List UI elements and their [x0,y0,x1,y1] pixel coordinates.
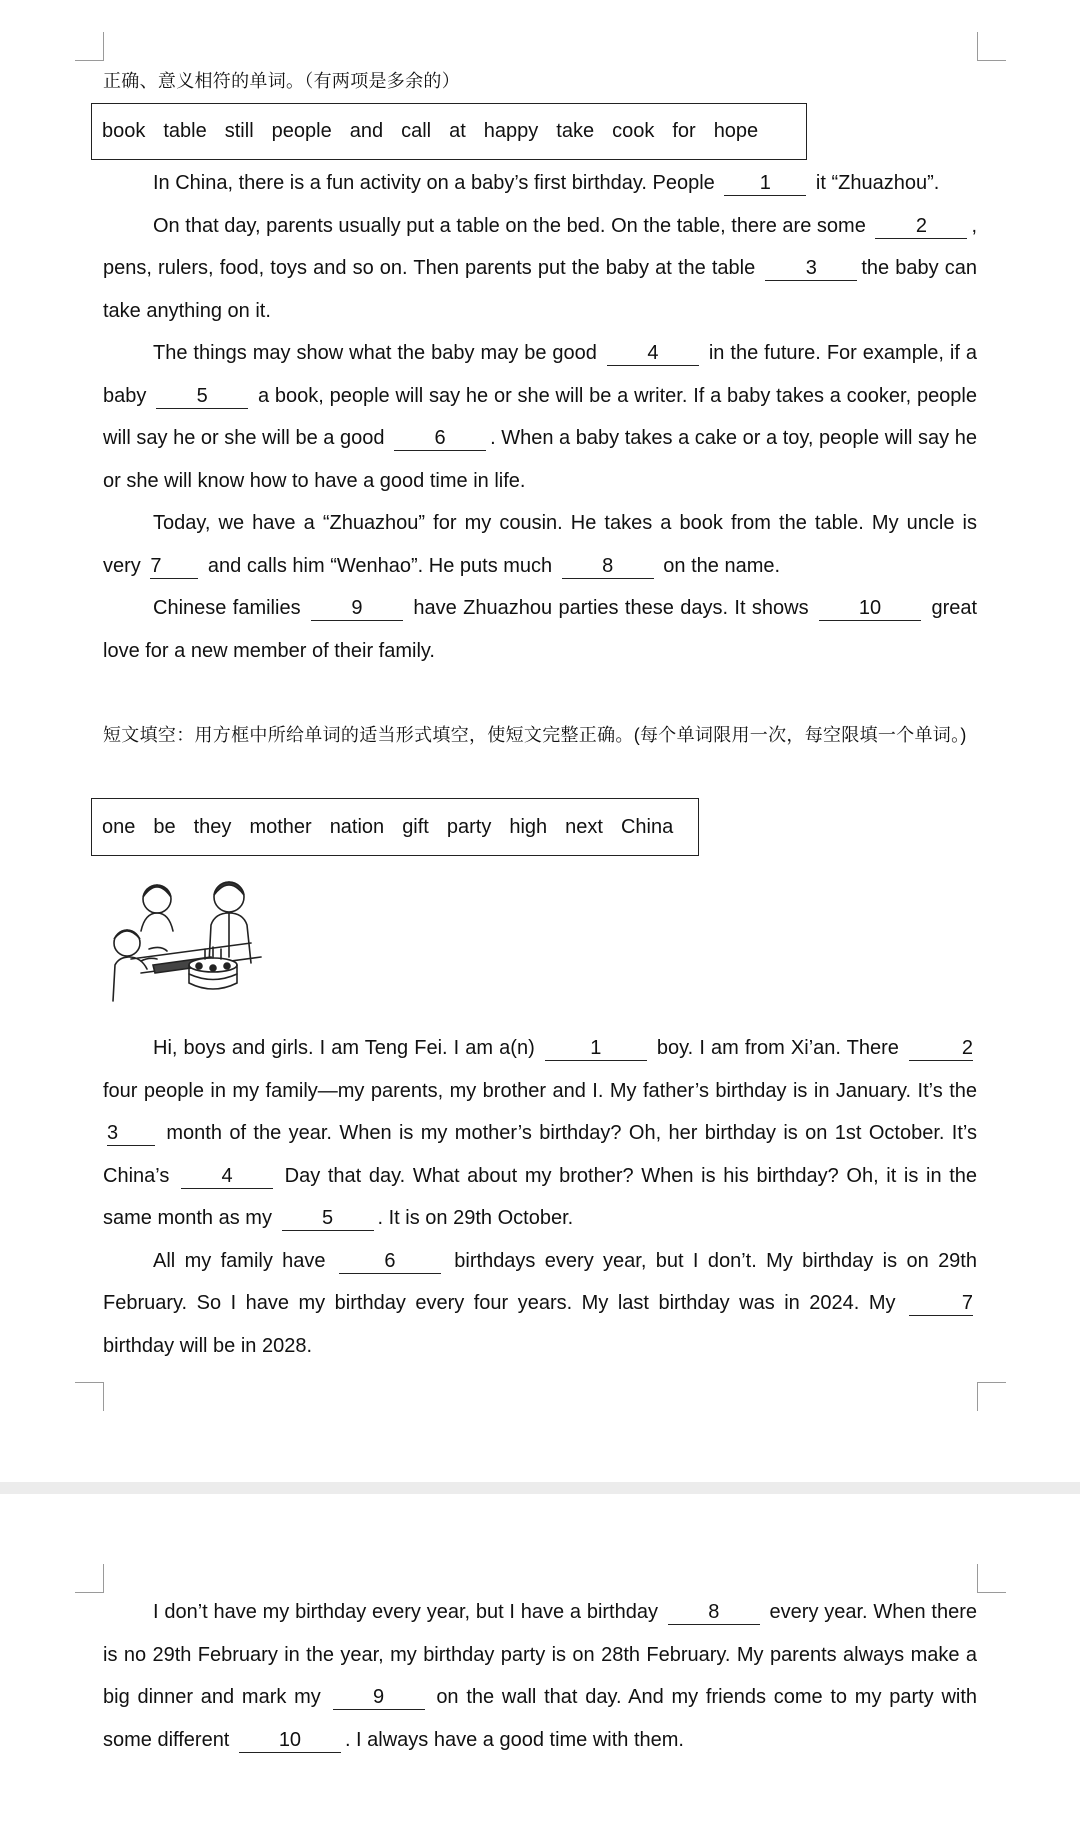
section1-passage [103,162,977,672]
word-bank-item: hope [713,120,759,142]
word-bank-item: call [401,120,432,142]
word-bank-item: be [153,815,176,838]
word-bank-item: mother [249,815,312,838]
word-bank-item: for [672,120,696,142]
section1-instruction: 正确、意义相符的单词。（有两项是多余的） [103,71,460,91]
section2-word-bank [91,798,699,856]
blank-3[interactable]: 3 [107,1121,155,1146]
word-bank-item: cook [612,120,655,142]
word-bank-item: table [163,120,207,142]
word-bank-item: party [446,815,492,838]
passage-paragraph: The things may show what the baby may be good 4 in the future. For example, if a baby 5 a book, people will say he or she will be a writer. If a baby takes a cooker, people will say he or she will be a good 6 . When a baby takes a cake or a toy, people will say he or she will know how to have a good time in life. [103,342,978,492]
blank-7[interactable]: 7 [909,1291,973,1316]
section1-word-bank [91,103,807,160]
word-bank-item: people [271,120,332,142]
passage-paragraph: In China, there is a fun activity on a baby’s first birthday. People 1 it “Zhuazhou”. [153,172,940,194]
page-corner-mark [977,32,1006,61]
word-bank-item: China [620,815,674,838]
blank-8[interactable]: 8 [668,1600,760,1625]
blank-1[interactable]: 1 [545,1036,647,1061]
passage-paragraph: Chinese families 9 have Zhuazhou parties these days. It shows 10 great love for a new member of their family. [103,597,978,662]
page-corner-mark [977,1564,1006,1593]
word-bank-item: high [509,815,548,838]
blank-3[interactable]: 3 [765,256,857,281]
blank-5[interactable]: 5 [156,384,248,409]
page-corner-mark [75,1382,104,1411]
blank-6[interactable]: 6 [394,426,486,451]
family-birthday-cake-illustration [101,873,269,1005]
word-bank-item: happy [483,120,539,142]
blank-1[interactable]: 1 [724,171,806,196]
page-corner-mark [977,1382,1006,1411]
blank-2[interactable]: 2 [875,214,967,239]
page-separator [0,1482,1080,1494]
word-bank-item: book [102,120,146,142]
page-corner-mark [75,32,104,61]
passage-paragraph: All my family have 6 birthdays every year, but I don’t. My birthday is on 29th February. So I have my birthday every four years. My last birthday was in 2024. My 7 birthday will be in 2028. [103,1249,977,1357]
word-bank-item: at [449,120,466,142]
blank-2[interactable]: 2 [909,1036,973,1061]
passage-paragraph: On that day, parents usually put a table on the bed. On the table, there are some 2 , pens, rulers, food, toys and so on. Then parents put the baby at the table 3 the baby can take anything on it. [103,214,977,322]
blank-10[interactable]: 10 [819,596,921,621]
word-bank-item: nation [329,815,385,838]
blank-7[interactable]: 7 [150,554,198,579]
blank-10[interactable]: 10 [239,1728,341,1753]
word-bank-item: gift [402,815,429,838]
word-bank-item: they [193,815,232,838]
passage-paragraph: Today, we have a “Zhuazhou” for my cousin. He takes a book from the table. My uncle is very 7 and calls him “Wenhao”. He puts much 8 on the name. [103,512,977,577]
word-bank-item: one [102,815,136,838]
blank-8[interactable]: 8 [562,554,654,579]
word-bank-item: still [224,120,254,142]
word-bank-item: take [556,120,595,142]
blank-5[interactable]: 5 [282,1206,374,1231]
section2-passage [103,1027,977,1367]
blank-6[interactable]: 6 [339,1249,441,1274]
document-page-2 [0,1494,1080,1837]
blank-9[interactable]: 9 [333,1685,425,1710]
section2-instruction: 短文填空：用方框中所给单词的适当形式填空，使短文完整正确。(每个单词限用一次，每空限填一个单词。) [103,725,967,745]
blank-4[interactable]: 4 [607,341,699,366]
section2-passage-continued [103,1591,977,1761]
passage-paragraph: I don’t have my birthday every year, but I have a birthday 8 every year. When there is no 29th February in the year, my birthday party is on 28th February. My parents always make a big dinner and mark my 9 on the wall that day. And my friends come to my party with some different 10 . I always have a good time with them. [103,1601,978,1751]
word-bank-item: next [565,815,603,838]
word-bank-item: and [349,120,384,142]
passage-paragraph: Hi, boys and girls. I am Teng Fei. I am a(n) 1 boy. I am from Xi’an. There 2 four people in my family—my parents, my brother and I. My father’s birthday is in January. It’s the 3 month of the year. When is my mother’s birthday? Oh, her birthday is on 1st October. It’s China’s 4 Day that day. What about my brother? When is his birthday? Oh, it is in the same month as my 5 . It is on 29th October. [103,1037,978,1229]
page-corner-mark [75,1564,104,1593]
blank-4[interactable]: 4 [181,1164,273,1189]
blank-9[interactable]: 9 [311,596,403,621]
